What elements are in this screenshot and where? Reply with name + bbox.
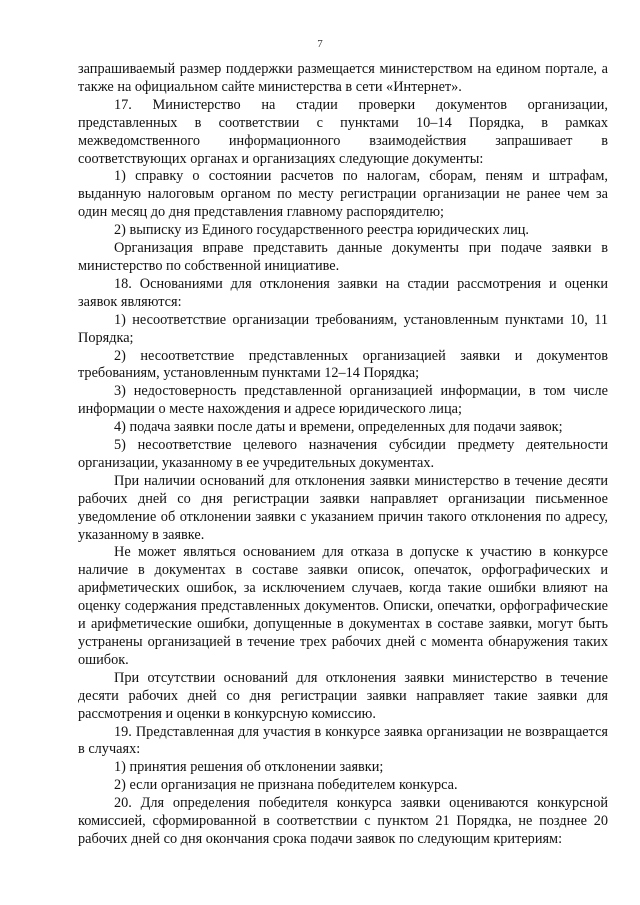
paragraph-item-18-3: 3) недостоверность представленной организацией информации, в том числе информации о месте нахождения и адресе юридического лица; (78, 383, 608, 418)
page-number: 7 (317, 38, 323, 50)
paragraph-item-17-1: 1) справку о состоянии расчетов по налогам, сборам, пеням и штрафам, выданную налоговым органом по месту регистрации организации не ранее чем за один месяц до дня представления главному распорядителю; (78, 168, 608, 221)
paragraph-item-18-2: 2) несоответствие представленных организацией заявки и документов требованиям, установленным пунктами 12–14 Порядка; (78, 347, 608, 382)
paragraph-item-18-5: 5) несоответствие целевого назначения субсидии предмету деятельности организации, указанному в ее учредительных документах. (78, 437, 608, 471)
paragraph-item-17-2: 2) выписку из Единого государственного реестра юридических лиц. (114, 222, 529, 239)
paragraph-no-grounds: При отсутствии оснований для отклонения заявки министерство в течение десяти рабочих дней со дня регистрации заявки направляет такие заявки для рассмотрения и оценки в конкурсную комиссию. (78, 669, 608, 722)
paragraph-item-20: 20. Для определения победителя конкурса заявки оцениваются конкурсной комиссией, сформированной в соответствии с пунктом 21 Порядка, не позднее 20 рабочих дней со дня окончания срока подачи заявок по следующим критериям: (78, 795, 608, 847)
paragraph-item-19-2: 2) если организация не признана победителем конкурса. (114, 777, 458, 794)
paragraph-continuation: запрашиваемый размер поддержки размещается министерством на едином портале, а также на официальном сайте министерства в сети «Интернет». (78, 61, 608, 95)
paragraph-typo-clause: Не может являться основанием для отказа в допуске к участию в конкурсе наличие в документах в составе заявки описок, опечаток, орфографических и арифметических ошибок, за исключением случаев, когда такие ошибки влияют на оценку содержания представленных документов. Описки, опечатки, орфографические и арифметические ошибки, допущенные в документах в составе заявки, могут быть устранены организацией в течение трех рабочих дней с момента обнаружения таких ошибок. (78, 544, 608, 668)
paragraph-item-17-note: Организация вправе представить данные документы при подаче заявки в министерство по собственной инициативе. (78, 240, 608, 274)
paragraph-item-19: 19. Представленная для участия в конкурсе заявка организации не возвращается в случаях: (78, 723, 608, 758)
paragraph-item-18-4: 4) подача заявки после даты и времени, определенных для подачи заявок; (114, 419, 563, 436)
document-body (78, 61, 608, 849)
paragraph-item-19-1: 1) принятия решения об отклонении заявки; (114, 759, 384, 776)
paragraph-item-18-1: 1) несоответствие организации требованиям, установленным пунктами 10, 11 Порядка; (78, 311, 608, 346)
paragraph-rejection-notice: При наличии оснований для отклонения заявки министерство в течение десяти рабочих дней со дня регистрации заявки направляет организации письменное уведомление об отклонении заявки с указанием причин такого отклонения по адресу, указанному в заявке. (78, 472, 608, 543)
paragraph-item-17: 17. Министерство на стадии проверки документов организации, представленных в соответствии с пунктами 10–14 Порядка, в рамках межведомственного информационного взаимодействия запрашивает в соответствующих органах и организациях следующие документы: (78, 96, 608, 167)
paragraph-item-18: 18. Основаниями для отклонения заявки на стадии рассмотрения и оценки заявок являются: (78, 275, 608, 310)
